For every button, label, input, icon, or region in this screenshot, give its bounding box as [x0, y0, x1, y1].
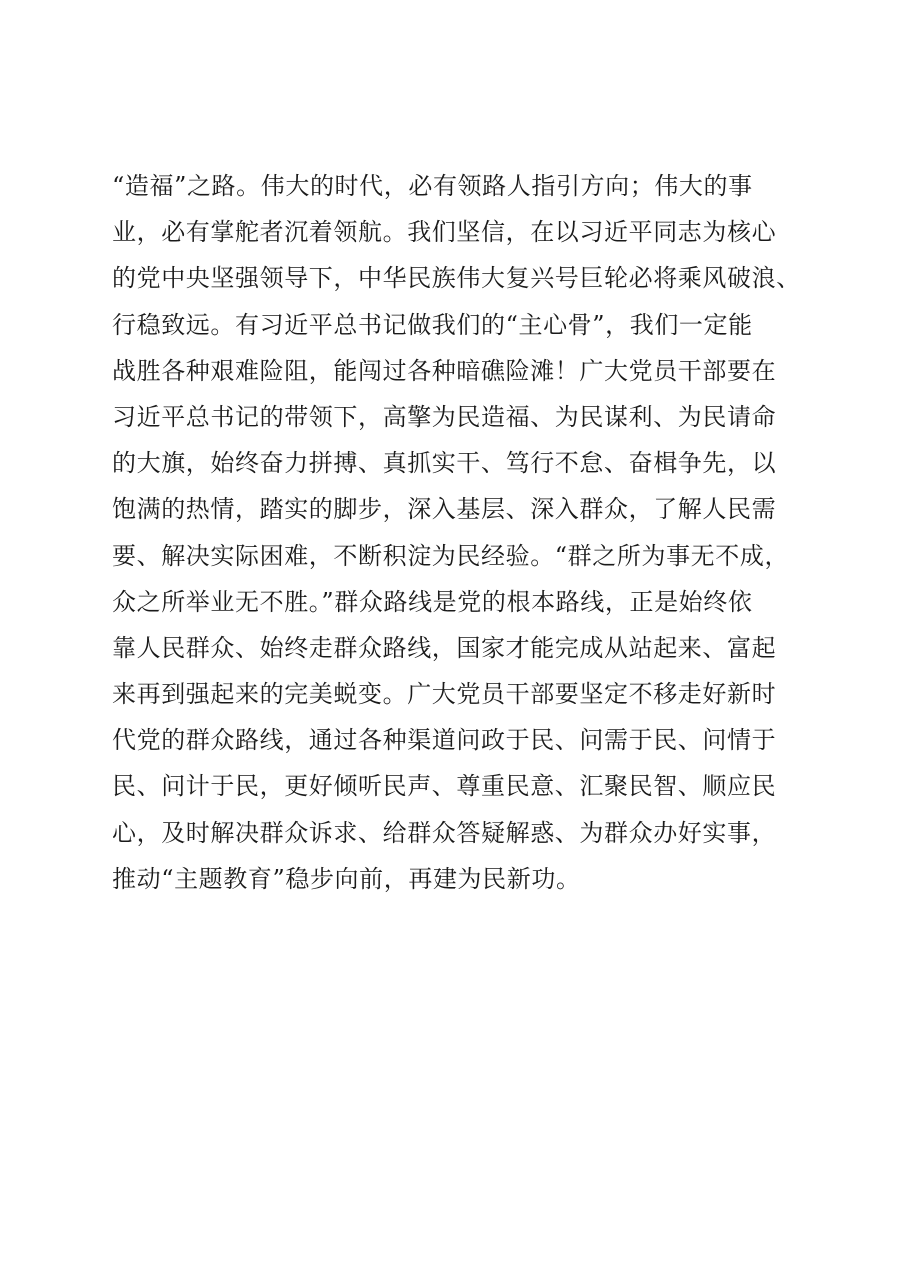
text-line-11: 靠人民群众、始终走群众路线，国家才能完成从站起来、富起	[112, 633, 777, 662]
text-line-16: 推动“主题教育”稳步向前，再建为民新功。	[112, 864, 581, 893]
text-line-7: 的大旗，始终奋力拼搏、真抓实干、笃行不怠、奋楫争先，以	[112, 449, 777, 478]
text-line-15: 心，及时解决群众诉求、给群众答疑解惑、为群众办好实事，	[112, 818, 777, 847]
text-line-9: 要、解决实际困难，不断积淀为民经验。“群之所为事无不成，	[112, 541, 790, 570]
text-line-1: “造福”之路。伟大的时代，必有领路人指引方向；伟大的事	[112, 172, 753, 200]
text-line-3: 的党中央坚强领导下，中华民族伟大复兴号巨轮必将乘风破浪、	[112, 264, 801, 293]
text-line-6: 习近平总书记的带领下，高擎为民造福、为民谋利、为民请命	[112, 402, 777, 431]
text-line-2: 业，必有掌舵者沉着领航。我们坚信，在以习近平同志为核心	[112, 218, 777, 247]
text-line-14: 民、问计于民，更好倾听民声、尊重民意、汇聚民智、顺应民	[112, 772, 777, 801]
text-line-5: 战胜各种艰难险阻，能闯过各种暗礁险滩！广大党员干部要在	[112, 356, 777, 385]
text-line-8: 饱满的热情，踏实的脚步，深入基层、深入群众，了解人民需	[112, 495, 777, 524]
text-line-4: 行稳致远。有习近平总书记做我们的“主心骨”，我们一定能	[112, 310, 753, 339]
text-line-12: 来再到强起来的完美蜕变。广大党员干部要坚定不移走好新时	[112, 680, 777, 709]
text-line-13: 代党的群众路线，通过各种渠道问政于民、问需于民、问情于	[112, 726, 777, 755]
text-line-10: 众之所举业无不胜。”群众路线是党的根本路线，正是始终依	[112, 587, 753, 616]
body-paragraph	[112, 163, 832, 902]
